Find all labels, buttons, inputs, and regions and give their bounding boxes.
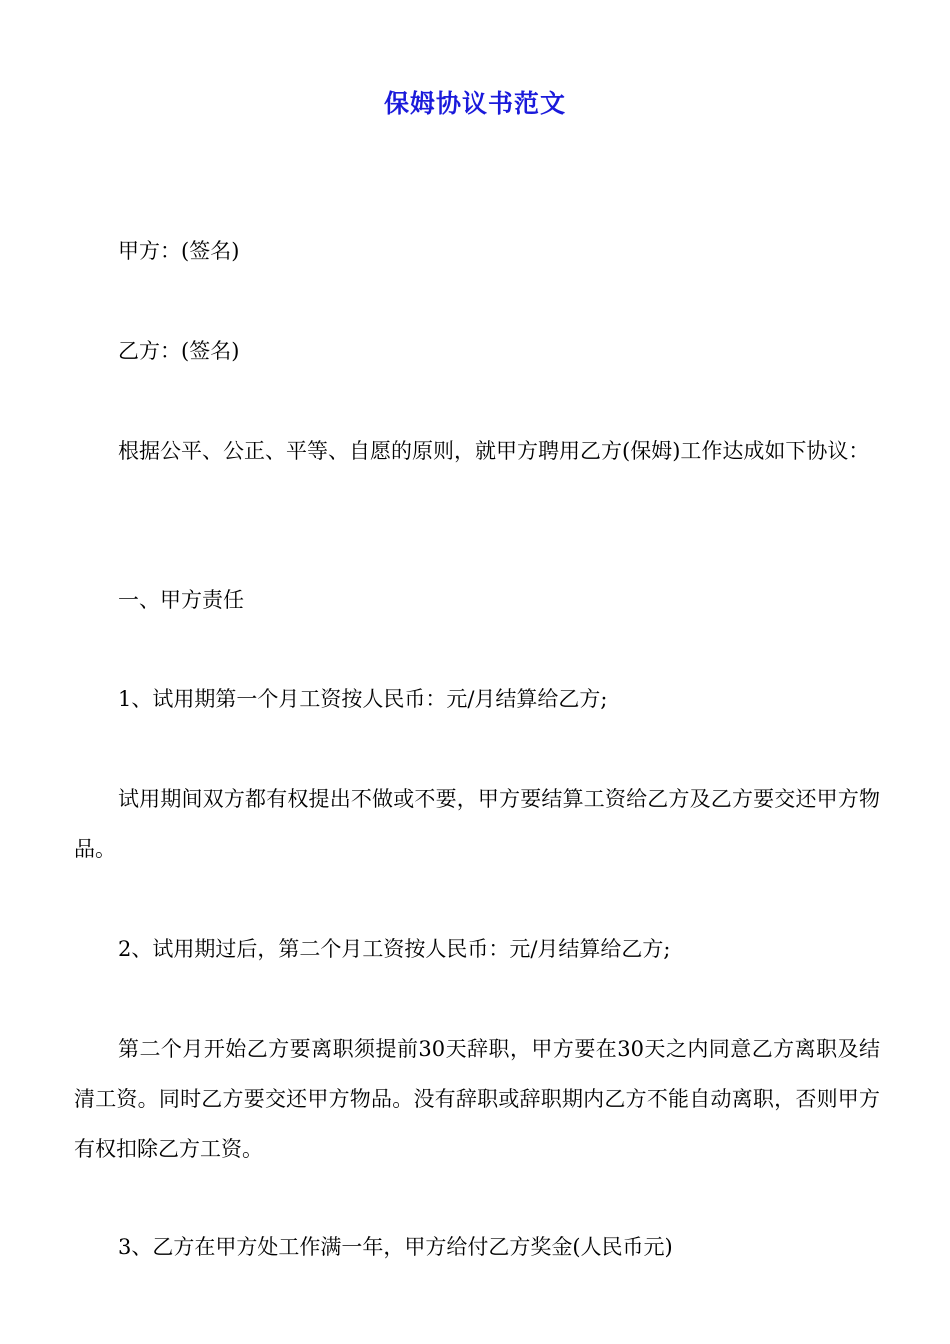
clause-1-detail: 试用期间双方都有权提出不做或不要，甲方要结算工资给乙方及乙方要交还甲方物品。 [74,787,880,861]
page-title: 保姆协议书范文 [383,89,566,118]
clause-3: 3、乙方在甲方处工作满一年，甲方给付乙方奖金(人民币元) [118,1235,673,1259]
party-b-signature: 乙方：(签名) [118,339,240,363]
section-heading-party-a-duties: 一、甲方责任 [118,588,244,612]
party-a-signature: 甲方：(签名) [118,239,240,263]
clause-2-detail: 第二个月开始乙方要离职须提前30天辞职，甲方要在30天之内同意乙方离职及结清工资。同时乙方要交还甲方物品。没有辞职或辞职期内乙方不能自动离职，否则甲方有权扣除乙方工资。 [74,1037,880,1161]
agreement-preamble: 根据公平、公正、平等、自愿的原则，就甲方聘用乙方(保姆)工作达成如下协议： [118,439,870,463]
clause-1: 1、试用期第一个月工资按人民币：元/月结算给乙方; [118,687,608,711]
clause-2: 2、试用期过后，第二个月工资按人民币：元/月结算给乙方; [118,937,671,961]
